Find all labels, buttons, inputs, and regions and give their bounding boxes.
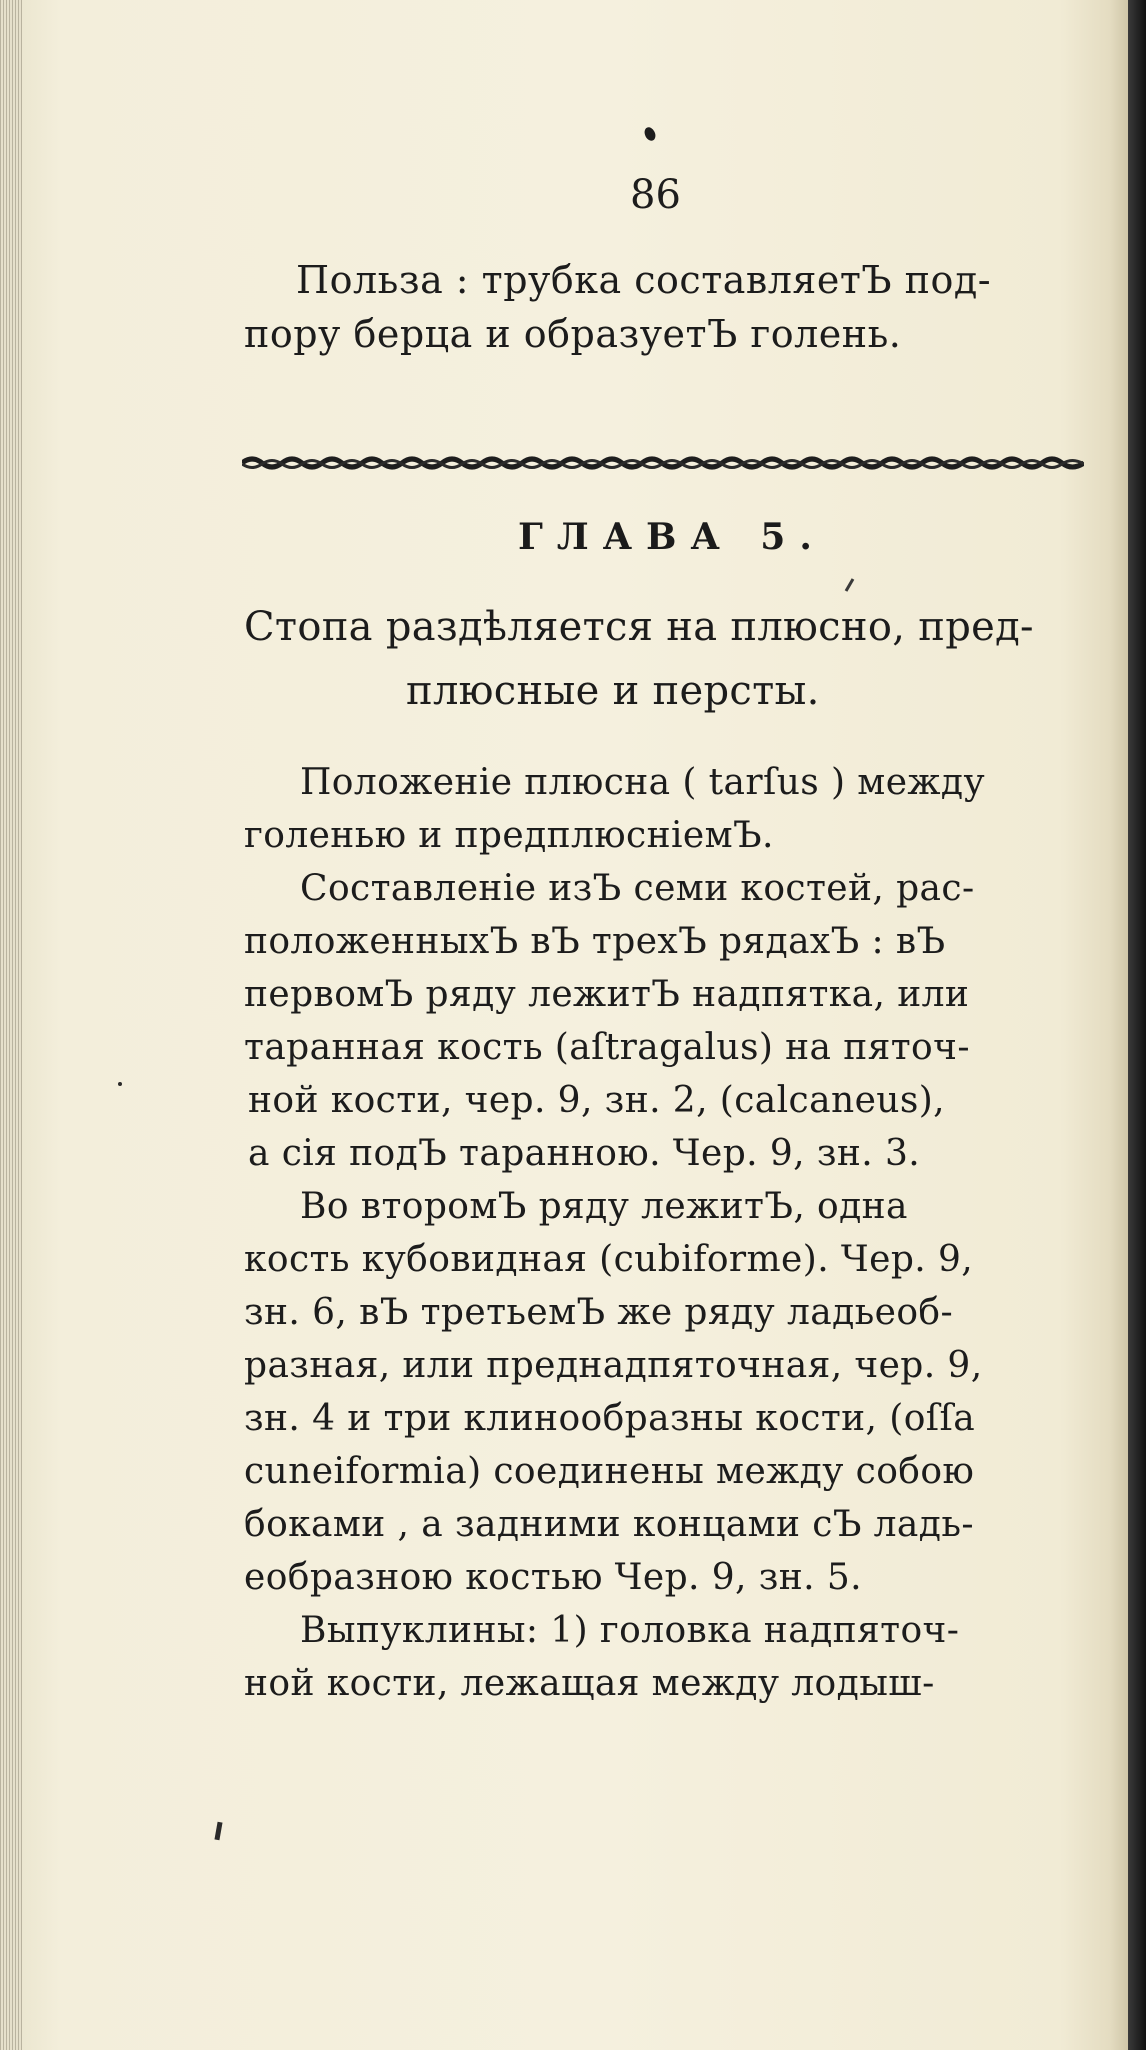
page-spine-edge — [0, 0, 22, 2050]
ink-mark — [118, 1082, 122, 1086]
body-line: ной кости, лежащая между лодыш- — [244, 1663, 935, 1704]
body-line: ной кости, чер. 9, зн. 2, (calcaneus), — [248, 1080, 946, 1121]
body-line: голенью и предплюсніемЪ. — [244, 815, 774, 856]
body-line: разная, или преднадпяточная, чер. 9, — [244, 1345, 983, 1386]
body-line: Выпуклины: 1) головка надпяточ- — [300, 1610, 960, 1651]
intro-line: Польза : трубка составляетЪ под- — [296, 258, 992, 302]
ink-dot — [643, 126, 658, 143]
ink-mark — [214, 1822, 222, 1841]
chapter-heading-line: Стопа раздѣляется на плюсно, пред- — [244, 604, 1034, 650]
body-line: Составленіе изЪ семи костей, рас- — [300, 868, 975, 909]
ink-mark — [845, 578, 855, 592]
intro-line: пору берца и образуетЪ голень. — [244, 312, 902, 356]
body-line: еобразною костью Чер. 9, зн. 5. — [244, 1557, 863, 1598]
body-line: боками , а задними концами сЪ ладь- — [244, 1504, 974, 1545]
chapter-heading-line: плюсные и персты. — [406, 668, 820, 714]
body-line: а сія подЪ таранною. Чер. 9, зн. 3. — [248, 1133, 921, 1174]
body-line: положенныхЪ вЪ трехЪ рядахЪ : вЪ — [244, 921, 946, 962]
body-line: Положеніе плюсна ( tarſus ) между — [300, 762, 986, 803]
body-line: зн. 4 и три клинообразны кости, (oſſa — [244, 1398, 976, 1439]
page-number: 86 — [630, 172, 681, 218]
body-line: первомЪ ряду лежитЪ надпятка, или — [244, 974, 970, 1015]
ornamental-divider — [242, 455, 1084, 471]
body-line: Во второмЪ ряду лежитЪ, одна — [300, 1186, 908, 1227]
page-edge-shadow — [1128, 0, 1146, 2050]
body-line: таранная кость (aſtragalus) на пяточ- — [244, 1027, 970, 1068]
body-line: cuneiformia) соединены между собою — [244, 1451, 975, 1492]
chapter-title: ГЛАВА 5. — [518, 516, 826, 558]
body-line: зн. 6, вЪ третьемЪ же ряду ладьеоб- — [244, 1292, 954, 1333]
body-line: кость кубовидная (cubiforme). Чер. 9, — [244, 1239, 974, 1280]
